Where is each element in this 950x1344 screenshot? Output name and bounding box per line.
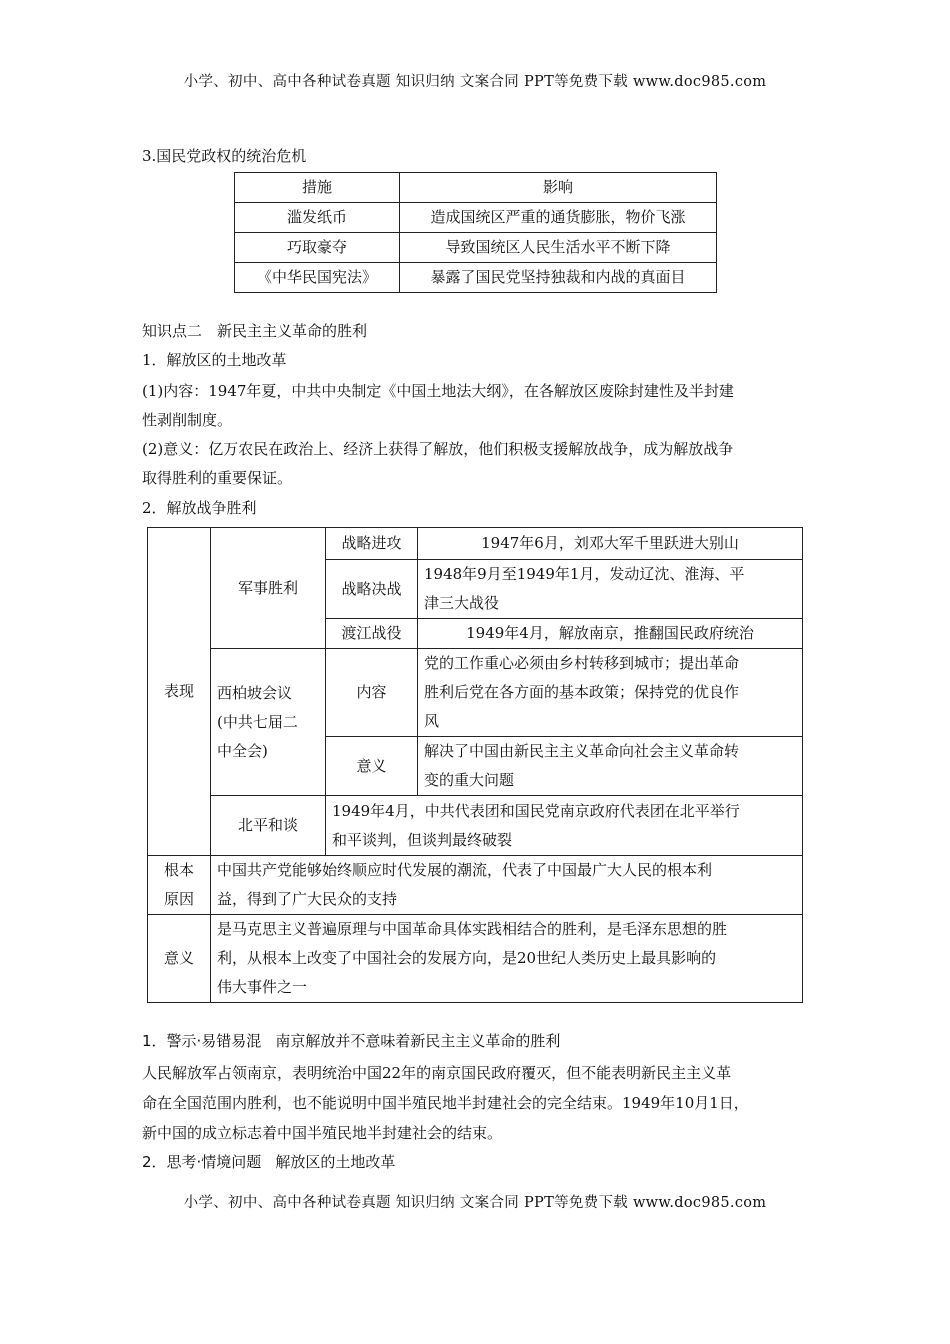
warning-text-line: 命在全国范围内胜利，也不能说明中国半殖民地半封建社会的完全结束。1949年10月1日， bbox=[142, 1094, 749, 1112]
page-footer: 小学、初中、高中各种试卷真题 知识归纳 文案合同 PPT等免费下载 www.doc985.com bbox=[183, 1195, 767, 1211]
desc-line: 和平谈判，但谈判最终破裂 bbox=[332, 830, 513, 849]
xibaipo-line: (中共七届二 bbox=[217, 712, 298, 731]
table-cell: 暴露了国民党坚持独裁和内战的真面目 bbox=[400, 263, 717, 293]
warning-text-line: 人民解放军占领南京，表明统治中国22年的南京国民政府覆灭，但不能表明新民主主义革 bbox=[142, 1064, 732, 1082]
military-victory-label: 军事胜利 bbox=[211, 528, 326, 649]
warning-label: 1．警示·易错易混 bbox=[142, 1032, 262, 1050]
war-victory-table bbox=[147, 527, 803, 1003]
desc-line: 解决了中国由新民主主义革命向社会主义革命转 bbox=[424, 742, 740, 760]
desc-line: 是马克思主义普遍原理与中国革命具体实践相结合的胜利，是毛泽东思想的胜 bbox=[217, 920, 728, 938]
table-cell: 《中华民国宪法》 bbox=[235, 263, 400, 293]
table-cell: 造成国统区严重的通货膨胀，物价飞涨 bbox=[400, 203, 717, 233]
warning-text-line: 新中国的成立标志着中国半殖民地半封建社会的结束。 bbox=[142, 1124, 503, 1142]
yiyi-sub-desc bbox=[418, 737, 803, 796]
knowledge-point-title: 知识点二 新民主主义革命的胜利 bbox=[142, 322, 368, 340]
xibaipo-label bbox=[211, 649, 326, 796]
table-row bbox=[235, 173, 717, 203]
desc-line: 党的工作重心必须由乡村转移到城市；提出革命 bbox=[424, 654, 740, 672]
xibaipo-line: 西柏坡会议 bbox=[217, 683, 293, 702]
battle-name: 战略进攻 bbox=[326, 528, 418, 560]
land-reform-meaning-line: (2)意义：亿万农民在政治上、经济上获得了解放，他们积极支援解放战争，成为解放战争 bbox=[142, 440, 734, 458]
table-row bbox=[235, 233, 717, 263]
battle-name: 渡江战役 bbox=[326, 619, 418, 649]
war-victory-title: 2．解放战争胜利 bbox=[142, 499, 257, 517]
table-row bbox=[235, 263, 717, 293]
table-row bbox=[148, 528, 803, 560]
table-row bbox=[235, 203, 717, 233]
battle-desc-line: 1948年9月至1949年1月，发动辽沈、淮海、平 bbox=[424, 565, 745, 583]
battle-desc-line: 津三大战役 bbox=[424, 594, 500, 612]
desc-line: 胜利后党在各方面的基本政策；保持党的优良作 bbox=[424, 683, 740, 701]
table-row bbox=[148, 796, 803, 856]
table-header-cell: 措施 bbox=[235, 173, 400, 203]
table-row bbox=[148, 649, 803, 737]
neirong-label: 内容 bbox=[326, 649, 418, 737]
meaning-desc bbox=[211, 915, 803, 1003]
desc-line: 变的重大问题 bbox=[424, 771, 515, 789]
section3-title: 3.国民党政权的统治危机 bbox=[142, 147, 307, 165]
battle-desc: 1949年4月，解放南京，推翻国民政府统治 bbox=[418, 619, 803, 649]
xibaipo-line: 中全会) bbox=[217, 741, 268, 760]
warning-heading bbox=[142, 1031, 560, 1051]
peace-talk-label: 北平和谈 bbox=[211, 796, 326, 856]
table-cell: 导致国统区人民生活水平不断下降 bbox=[400, 233, 717, 263]
thinking-topic: 解放区的土地改革 bbox=[275, 1153, 396, 1171]
table-cell: 滥发纸币 bbox=[235, 203, 400, 233]
land-reform-content-line: (1)内容：1947年夏，中共中央制定《中国土地法大纲》，在各解放区废除封建性及半封建 bbox=[142, 382, 734, 400]
desc-line: 中国共产党能够始终顺应时代发展的潮流，代表了中国最广大人民的根本利 bbox=[217, 861, 713, 879]
neirong-desc bbox=[418, 649, 803, 737]
battle-desc bbox=[418, 560, 803, 619]
biaoxian-label: 表现 bbox=[148, 528, 211, 856]
warning-topic: 南京解放并不意味着新民主主义革命的胜利 bbox=[275, 1032, 561, 1050]
desc-line: 利，从根本上改变了中国社会的发展方向，是20世纪人类历史上最具影响的 bbox=[217, 949, 717, 967]
thinking-label: 2．思考·情境问题 bbox=[142, 1153, 262, 1171]
land-reform-meaning-line: 取得胜利的重要保证。 bbox=[142, 469, 293, 487]
page-header: 小学、初中、高中各种试卷真题 知识归纳 文案合同 PPT等免费下载 www.doc985.com bbox=[183, 74, 767, 90]
peace-talk-desc bbox=[326, 796, 803, 856]
table-row bbox=[148, 856, 803, 915]
table-row bbox=[148, 915, 803, 1003]
desc-line: 1949年4月，中共代表团和国民党南京政府代表团在北平举行 bbox=[332, 801, 740, 820]
battle-desc: 1947年6月，刘邓大军千里跃进大别山 bbox=[418, 528, 803, 560]
root-cause-desc bbox=[211, 856, 803, 915]
land-reform-title: 1．解放区的土地改革 bbox=[142, 351, 287, 369]
crisis-table bbox=[234, 172, 717, 293]
desc-line: 伟大事件之一 bbox=[217, 978, 308, 996]
desc-line: 益，得到了广大民众的支持 bbox=[217, 890, 398, 908]
land-reform-content-line: 性剥削制度。 bbox=[142, 411, 233, 429]
table-header-cell: 影响 bbox=[400, 173, 717, 203]
thinking-heading bbox=[142, 1152, 395, 1172]
meaning-label: 意义 bbox=[148, 915, 211, 1003]
label-line: 根本 bbox=[163, 861, 194, 879]
desc-line: 风 bbox=[424, 712, 440, 730]
yiyi-sub-label: 意义 bbox=[326, 737, 418, 796]
battle-name: 战略决战 bbox=[326, 560, 418, 619]
label-line: 原因 bbox=[163, 890, 194, 908]
root-cause-label bbox=[148, 856, 211, 915]
table-cell: 巧取豪夺 bbox=[235, 233, 400, 263]
